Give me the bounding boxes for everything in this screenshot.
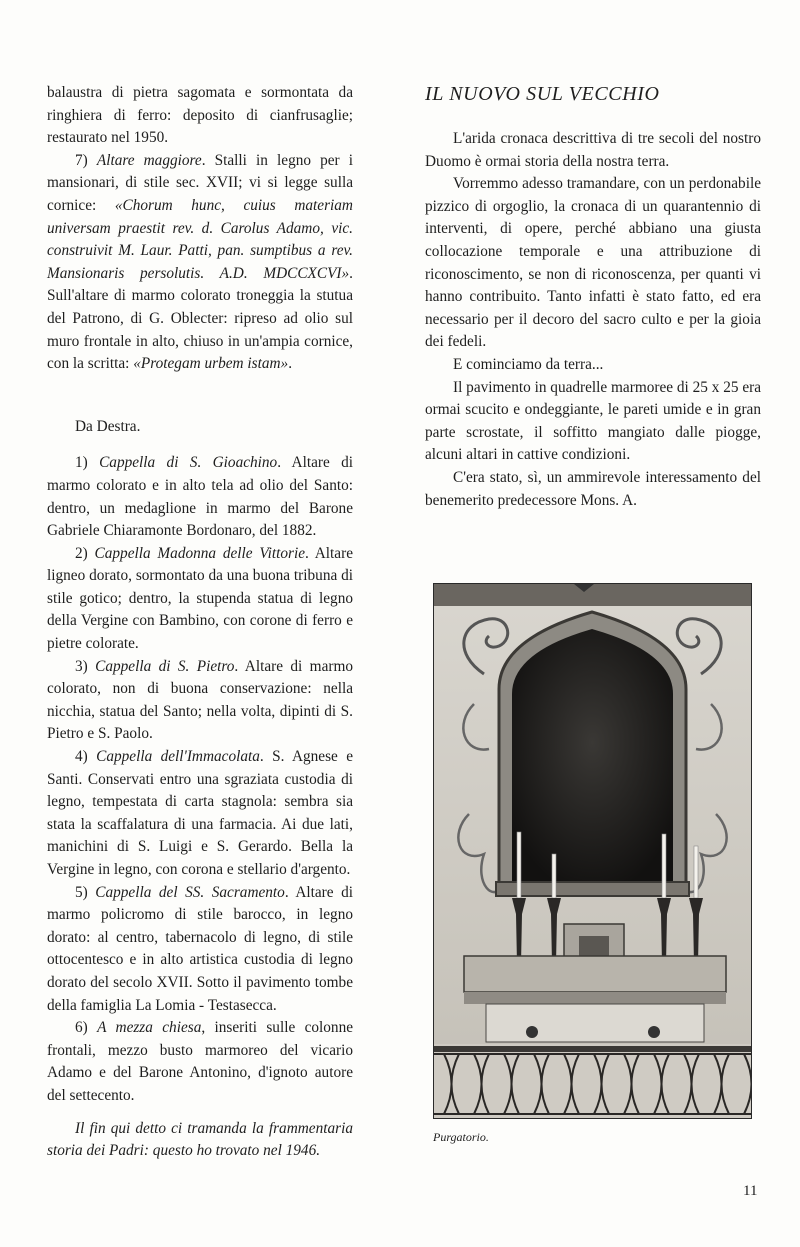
list-item: 6) A mezza chiesa, inseriti sulle colonne frontali, mezzo busto marmoreo del vicario Adamo e del Barone Antonino, d'ignoto autore del settecento. bbox=[47, 1019, 354, 1104]
paragraph: C'era stato, sì, un ammirevole interessamento del benemerito predecessore Mons. A. bbox=[425, 468, 761, 509]
paragraph-altare-maggiore: 7) Altare maggiore. Stalli in legno per i mansionari, di stile sec. XVII; vi si legge sulla cornice: «Chorum hunc, cuius materiam universam praestit rev. d. Carolus Adamo, vic. construivit M. Laur. Patti, pan. sumptibus a rev. Mansionaris persolutis. A.D. MDCCXCVI». Sull'altare di marmo colorato troneggia la stutua del Patrono, di G. Oblecter: ripreso ad olio sul muro frontale in alto, chiuso in un'ampia cornice, con la scritta: «Protegam urbem istam». bbox=[47, 151, 353, 373]
right-column bbox=[425, 82, 761, 512]
item-title: Cappella dell'Immacolata bbox=[96, 748, 260, 766]
item-title: Cappella di S. Gioachino bbox=[99, 454, 278, 472]
item-title: A mezza chiesa bbox=[97, 1019, 202, 1037]
paragraph: Il pavimento in quadrelle marmoree di 25 x 25 era ormai scucito e ondeggiante, le pareti umide e in gran parte scrostate, il soffitto mangiato dalle piogge, alcuni altari in cattive condizioni. bbox=[425, 378, 761, 464]
inscription-protegam: «Protegam urbem istam» bbox=[133, 355, 289, 373]
heading-da-destra: Da Destra. bbox=[75, 417, 141, 435]
list-item: 5) Cappella del SS. Sacramento. Altare di marmo policromo di stile barocco, in legno dorato: al centro, tabernacolo di legno, di stile ottocentesco e in alto artistica custodia di legno dorato del secolo XVII. Sotto il pavimento tombe della famiglia La Lomia - Testasecca. bbox=[47, 883, 353, 1014]
item-text: . Stalli in legno per i mansionari, di stile sec. XVII; vi si legge sulla cornice: bbox=[47, 151, 353, 214]
item-text: . Sull'altare di marmo colorato troneggia la stutua del Patrono, di G. Oblecter: ripreso ad olio sul muro frontale in alto, chiuso in un'ampia cornice, con la scritta: bbox=[47, 264, 353, 373]
item-title: Altare maggiore bbox=[96, 151, 202, 169]
item-title: Cappella Madonna delle Vittorie bbox=[94, 544, 305, 562]
paragraph-balaustra: balaustra di pietra sagomata e sormontata da ringhiera di ferro: deposito di cianfrusaglie; restaurato nel 1950. bbox=[47, 84, 353, 147]
paragraph: L'arida cronaca descrittiva di tre secoli del nostro Duomo è ormai storia della nostra terra. bbox=[425, 130, 761, 170]
list-item: 4) Cappella dell'Immacolata. S. Agnese e Santi. Conservati entro una sgraziata custodia di legno, tempestata di carta stagnola: sembra sia stata la scaffalatura di una farmacia. Ai due lati, manichini di S. Luigi e S. Gerardo. Bella la Vergine in legno, con corona e stellario d'argento. bbox=[47, 748, 353, 878]
paragraph: E cominciamo da terra... bbox=[453, 355, 604, 373]
section-title: IL NUOVO SUL VECCHIO bbox=[425, 83, 660, 105]
list-item: 3) Cappella di S. Pietro. Altare di marmo colorato, non di buona conservazione: nella nicchia, statua del Santo; nella volta, dipinti di S. Pietro e S. Paolo. bbox=[47, 657, 353, 743]
chapel-list bbox=[47, 452, 353, 1107]
latin-inscription: «Chorum hunc, cuius materiam universam praestit rev. d. Carolus Adamo, vic. construivit M. Laur. Patti, pan. sumptibus a rev. Mansionaris persolutis. A.D. MDCCXCVI» bbox=[47, 196, 353, 282]
altar-illustration bbox=[434, 584, 751, 1118]
item-number: 7) bbox=[75, 151, 88, 169]
closing-note: Il fin qui detto ci tramanda la frammentaria storia dei Padri: questo ho trovato nel 1946. bbox=[47, 1119, 353, 1160]
photo-caption: Purgatorio. bbox=[433, 1130, 489, 1144]
list-item: 1) Cappella di S. Gioachino. Altare di marmo colorato e in alto tela ad olio del Santo: dentro, un medaglione in marmo del Barone Gabriele Chiaramonte Bordonaro, del 1882. bbox=[47, 454, 354, 540]
altar-photo bbox=[433, 583, 752, 1119]
page-number: 11 bbox=[743, 1183, 758, 1199]
paragraph: Vorremmo adesso tramandare, con un perdonabile pizzico di orgoglio, la cronaca di un quarantennio di interventi, di opere, perché abbiano una giusta collocazione temporale e una attribuzione di riconoscimento, se non di riconoscenza, per quanti vi hanno contribuito. Tanto infatti è stato fatto, ed era necessario per il decoro del sacro culto e per la gioia dei fedeli. bbox=[425, 175, 761, 351]
list-item: 2) Cappella Madonna delle Vittorie. Altare ligneo dorato, sormontato da una buona tribuna di stile gotico; dentro, la stupenda statua di legno della Vergine con Bambino, con corone di ferro e pietre colorate. bbox=[47, 544, 353, 653]
item-title: Cappella del SS. Sacramento bbox=[95, 883, 285, 901]
left-column bbox=[47, 82, 353, 1163]
item-title: Cappella di S. Pietro bbox=[95, 657, 235, 675]
